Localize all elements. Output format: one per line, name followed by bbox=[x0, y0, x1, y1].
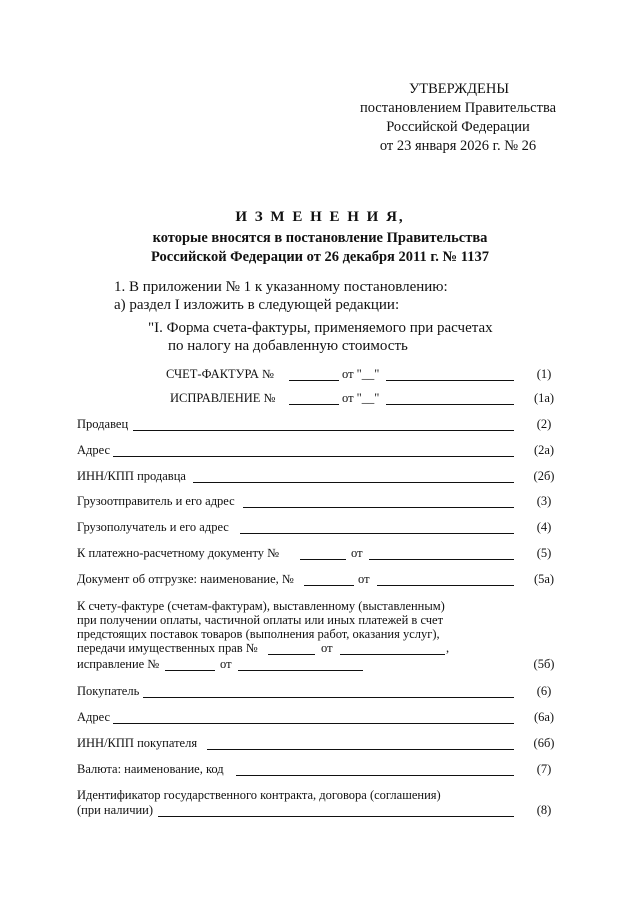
currency-label: Валюта: наименование, код bbox=[77, 762, 224, 776]
field-number-1a: (1а) bbox=[533, 391, 555, 405]
correction-date-blank bbox=[386, 404, 514, 405]
approved-heading: УТВЕРЖДЕНЫ bbox=[408, 81, 510, 97]
buyer-address-blank bbox=[113, 723, 514, 724]
property-rights-label: передачи имущественных прав № bbox=[77, 641, 258, 655]
field-number-7: (7) bbox=[536, 762, 552, 776]
property-rights-number-blank bbox=[268, 654, 315, 655]
document-subtitle-line-1: которые вносятся в постановление Правительства bbox=[152, 230, 488, 246]
field-number-8: (8) bbox=[536, 803, 552, 817]
field-number-5a: (5а) bbox=[533, 572, 555, 586]
buyer-inn-kpp-blank bbox=[207, 749, 514, 750]
field-number-2: (2) bbox=[536, 417, 552, 431]
payment-document-number-blank bbox=[300, 559, 346, 560]
property-rights-date-label: от bbox=[321, 641, 333, 655]
payment-document-date-blank bbox=[369, 559, 514, 560]
section-heading-line-1: "I. Форма счета-фактуры, применяемого при расчетах bbox=[148, 320, 493, 336]
shipping-document-date-label: от bbox=[358, 572, 370, 586]
buyer-inn-kpp-label: ИНН/КПП покупателя bbox=[77, 736, 198, 750]
approved-line-1: постановлением Правительства bbox=[359, 100, 557, 116]
item-1: 1. В приложении № 1 к указанному постановлению: bbox=[114, 279, 448, 295]
buyer-label: Покупатель bbox=[77, 684, 140, 698]
field-number-1: (1) bbox=[536, 367, 552, 381]
section-heading-line-2: по налогу на добавленную стоимость bbox=[168, 338, 408, 354]
document-subtitle bbox=[100, 229, 540, 267]
correction-number-blank bbox=[289, 404, 339, 405]
approved-line-2: Российской Федерации bbox=[386, 119, 530, 135]
seller-label: Продавец bbox=[77, 417, 129, 431]
seller-inn-kpp-label: ИНН/КПП продавца bbox=[77, 469, 186, 483]
correction-number-label: ИСПРАВЛЕНИЕ № bbox=[170, 391, 276, 405]
seller-address-label: Адрес bbox=[77, 443, 111, 457]
field-number-2a: (2а) bbox=[533, 443, 555, 457]
field-number-5b: (5б) bbox=[533, 657, 555, 671]
property-rights-comma: , bbox=[446, 641, 450, 655]
prepayment-line-2: при получении оплаты, частичной оплаты или иных платежей в счет bbox=[77, 613, 444, 627]
buyer-blank bbox=[143, 697, 514, 698]
contract-identifier-line-1: Идентификатор государственного контракта, договора (соглашения) bbox=[77, 788, 441, 802]
field-number-6b: (6б) bbox=[533, 736, 555, 750]
approval-stamp-block bbox=[330, 80, 586, 156]
buyer-address-label: Адрес bbox=[77, 710, 111, 724]
shipping-document-date-blank bbox=[377, 585, 514, 586]
field-number-6: (6) bbox=[536, 684, 552, 698]
document-title: И З М Е Н Е Н И Я, bbox=[235, 209, 405, 225]
shipping-document-label: Документ об отгрузке: наименование, № bbox=[77, 572, 294, 586]
approved-line-3: от 23 января 2026 г. № 26 bbox=[379, 138, 537, 154]
correction-date-label: от "__" bbox=[342, 391, 380, 405]
prepayment-correction-date-blank bbox=[238, 670, 363, 671]
payment-document-label: К платежно-расчетному документу № bbox=[77, 546, 280, 560]
prepayment-correction-date-label: от bbox=[220, 657, 232, 671]
property-rights-date-blank bbox=[340, 654, 445, 655]
currency-blank bbox=[236, 775, 514, 776]
invoice-date-blank bbox=[386, 380, 514, 381]
item-1a: а) раздел I изложить в следующей редакции: bbox=[114, 297, 400, 313]
field-number-3: (3) bbox=[536, 494, 552, 508]
consignee-label: Грузополучатель и его адрес bbox=[77, 520, 229, 534]
payment-document-date-label: от bbox=[351, 546, 363, 560]
seller-inn-kpp-blank bbox=[193, 482, 514, 483]
shipping-document-number-blank bbox=[304, 585, 354, 586]
shipper-blank bbox=[243, 507, 514, 508]
invoice-number-blank bbox=[289, 380, 339, 381]
prepayment-correction-label: исправление № bbox=[77, 657, 160, 671]
invoice-number-label: СЧЕТ-ФАКТУРА № bbox=[166, 367, 274, 381]
consignee-blank bbox=[240, 533, 514, 534]
invoice-date-label: от "__" bbox=[342, 367, 380, 381]
field-number-4: (4) bbox=[536, 520, 552, 534]
field-number-6a: (6а) bbox=[533, 710, 555, 724]
shipper-label: Грузоотправитель и его адрес bbox=[77, 494, 235, 508]
field-number-5: (5) bbox=[536, 546, 552, 560]
seller-blank bbox=[133, 430, 514, 431]
document-subtitle-line-2: Российской Федерации от 26 декабря 2011 г. № 1137 bbox=[151, 249, 489, 265]
prepayment-line-3: предстоящих поставок товаров (выполнения работ, оказания услуг), bbox=[77, 627, 440, 641]
contract-identifier-blank bbox=[158, 816, 514, 817]
contract-identifier-line-2: (при наличии) bbox=[77, 803, 154, 817]
field-number-2b: (2б) bbox=[533, 469, 555, 483]
seller-address-blank bbox=[113, 456, 514, 457]
prepayment-line-1: К счету-фактуре (счетам-фактурам), выставленному (выставленным) bbox=[77, 599, 445, 613]
prepayment-correction-number-blank bbox=[165, 670, 215, 671]
